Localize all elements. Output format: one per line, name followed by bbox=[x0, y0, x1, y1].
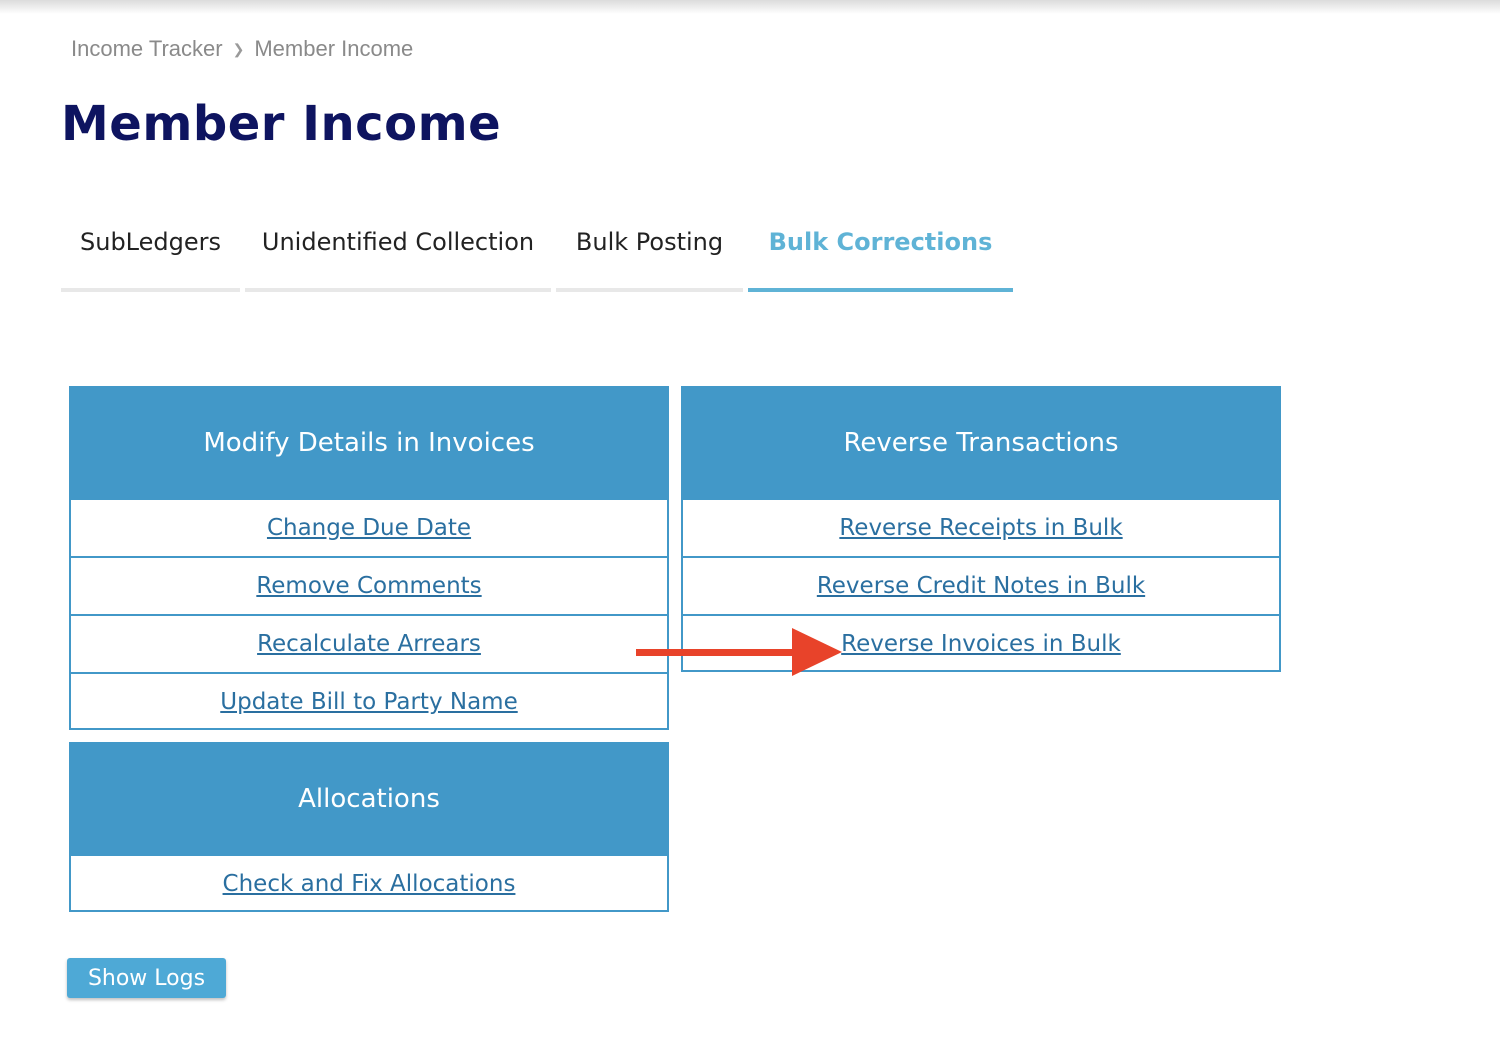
breadcrumb-item-income-tracker[interactable]: Income Tracker bbox=[71, 36, 223, 61]
list-item bbox=[683, 556, 1279, 614]
breadcrumb-item-member-income: Member Income bbox=[254, 36, 414, 61]
recalculate-arrears-link[interactable]: Recalculate Arrears bbox=[257, 631, 481, 657]
tab-bulk-posting[interactable]: Bulk Posting bbox=[556, 218, 743, 292]
top-shadow bbox=[0, 0, 1500, 14]
list-item bbox=[71, 614, 667, 672]
breadcrumb bbox=[71, 36, 413, 62]
panel-allocations bbox=[69, 742, 669, 912]
chevron-right-icon: ❯ bbox=[232, 40, 245, 57]
red-arrow-head bbox=[792, 628, 842, 676]
tab-bulk-corrections[interactable]: Bulk Corrections bbox=[748, 218, 1013, 292]
panel-reverse-transactions-title: Reverse Transactions bbox=[683, 388, 1279, 498]
list-item bbox=[683, 498, 1279, 556]
reverse-credit-notes-link[interactable]: Reverse Credit Notes in Bulk bbox=[816, 573, 1146, 599]
list-item bbox=[71, 498, 667, 556]
list-item bbox=[71, 854, 667, 912]
panel-modify-details-title: Modify Details in Invoices bbox=[71, 388, 667, 498]
check-and-fix-allocations-link[interactable]: Check and Fix Allocations bbox=[222, 871, 516, 897]
show-logs-button[interactable]: Show Logs bbox=[67, 958, 226, 998]
remove-comments-link[interactable]: Remove Comments bbox=[256, 573, 482, 599]
red-arrow-icon bbox=[636, 626, 846, 680]
reverse-receipts-link[interactable]: Reverse Receipts in Bulk bbox=[839, 515, 1123, 541]
page-title: Member Income bbox=[61, 96, 502, 152]
update-bill-to-party-name-link[interactable]: Update Bill to Party Name bbox=[220, 689, 518, 715]
tab-subledgers[interactable]: SubLedgers bbox=[61, 218, 240, 292]
panel-modify-details bbox=[69, 386, 669, 730]
tab-bar bbox=[61, 218, 1018, 292]
panel-allocations-title: Allocations bbox=[71, 744, 667, 854]
list-item bbox=[71, 672, 667, 730]
tab-unidentified-collection[interactable]: Unidentified Collection bbox=[245, 218, 551, 292]
list-item bbox=[71, 556, 667, 614]
red-arrow-shaft bbox=[636, 649, 796, 656]
change-due-date-link[interactable]: Change Due Date bbox=[266, 515, 472, 541]
reverse-invoices-link[interactable]: Reverse Invoices in Bulk bbox=[841, 631, 1121, 657]
